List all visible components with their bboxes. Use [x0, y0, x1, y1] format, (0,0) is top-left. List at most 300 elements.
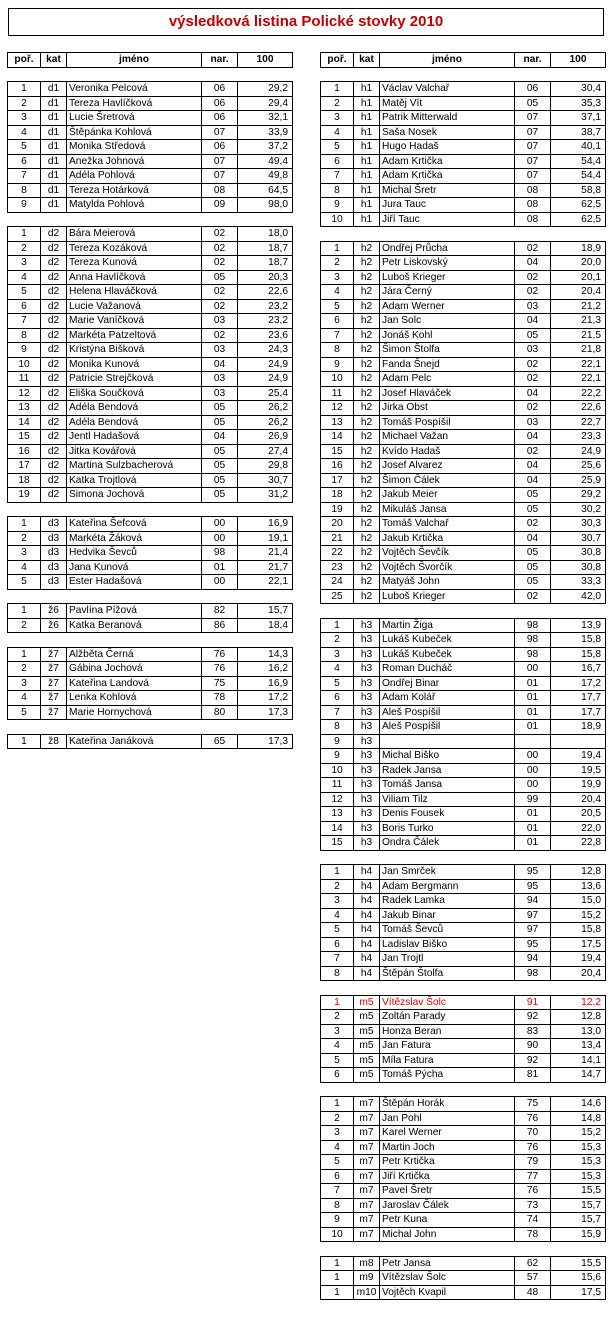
group-separator: [321, 227, 606, 242]
table-row: [321, 96, 606, 111]
cell-birth-year: 05: [515, 488, 551, 503]
table-row: [8, 618, 293, 633]
cell-birth-year: 00: [202, 531, 238, 546]
cell-birth-year: 75: [202, 676, 238, 691]
cell-category: h3: [354, 618, 380, 633]
table-row: [321, 140, 606, 155]
cell-category: m7: [354, 1155, 380, 1170]
cell-birth-year: 03: [202, 314, 238, 329]
cell-time: 15,2: [551, 908, 606, 923]
table-row: [321, 546, 606, 561]
cell-time: 22,1: [551, 372, 606, 387]
cell-rank: 5: [321, 299, 354, 314]
table-row: [8, 604, 293, 619]
cell-time: 17,5: [551, 1285, 606, 1300]
cell-rank: 4: [321, 125, 354, 140]
table-row: [321, 154, 606, 169]
table-row: [321, 1285, 606, 1300]
cell-category: h2: [354, 531, 380, 546]
table-row: [8, 560, 293, 575]
cell-rank: 3: [8, 546, 41, 561]
cell-name: Aleš Pospíšil: [380, 705, 515, 720]
cell-time: 31,2: [238, 488, 293, 503]
cell-rank: 1: [321, 1285, 354, 1300]
table-row: [8, 575, 293, 590]
cell-rank: 5: [8, 575, 41, 590]
cell-birth-year: 76: [515, 1111, 551, 1126]
cell-time: 17,7: [551, 691, 606, 706]
cell-birth-year: 79: [515, 1155, 551, 1170]
cell-category: d2: [41, 343, 67, 358]
cell-name: Fanda Šnejd: [380, 357, 515, 372]
cell-rank: 7: [8, 314, 41, 329]
cell-name: Václav Valchař: [380, 82, 515, 97]
cell-name: Jana Kunová: [67, 560, 202, 575]
cell-name: Jakub Meier: [380, 488, 515, 503]
table-row: [321, 705, 606, 720]
cell-rank: 8: [8, 328, 41, 343]
cell-time: 12,8: [551, 1010, 606, 1025]
table-row: [321, 183, 606, 198]
cell-category: d2: [41, 459, 67, 474]
cell-birth-year: 00: [515, 778, 551, 793]
cell-time: 17,2: [551, 676, 606, 691]
cell-category: m7: [354, 1126, 380, 1141]
cell-time: 15,7: [551, 1213, 606, 1228]
cell-time: 29,2: [238, 82, 293, 97]
cell-time: 30,8: [551, 560, 606, 575]
cell-name: Tereza Hotárková: [67, 183, 202, 198]
cell-category: d1: [41, 169, 67, 184]
table-row: [321, 198, 606, 213]
cell-birth-year: 75: [515, 1097, 551, 1112]
cell-birth-year: 04: [202, 430, 238, 445]
table-row: [321, 459, 606, 474]
cell-birth-year: 82: [202, 604, 238, 619]
cell-rank: 2: [321, 1010, 354, 1025]
cell-rank: 9: [321, 749, 354, 764]
cell-category: h2: [354, 270, 380, 285]
cell-name: Adam Pelc: [380, 372, 515, 387]
cell-rank: 3: [321, 1126, 354, 1141]
cell-name: Jan Fatura: [380, 1039, 515, 1054]
cell-rank: 10: [8, 357, 41, 372]
cell-time: 12,2: [551, 995, 606, 1010]
cell-category: h1: [354, 169, 380, 184]
group-separator: [321, 1082, 606, 1097]
table-row: [321, 952, 606, 967]
table-row: [321, 328, 606, 343]
cell-time: 23,2: [238, 299, 293, 314]
cell-rank: 8: [321, 1198, 354, 1213]
group-separator: [8, 212, 293, 227]
cell-rank: 7: [321, 705, 354, 720]
table-row: [321, 125, 606, 140]
table-row: [321, 894, 606, 909]
cell-birth-year: 02: [515, 285, 551, 300]
table-row: [8, 517, 293, 532]
cell-rank: 2: [8, 241, 41, 256]
cell-name: Tereza Havlíčková: [67, 96, 202, 111]
cell-category: h4: [354, 966, 380, 981]
table-row: [321, 618, 606, 633]
cell-rank: 7: [321, 1184, 354, 1199]
cell-name: Kateřina Janáková: [67, 734, 202, 749]
cell-birth-year: 73: [515, 1198, 551, 1213]
cell-name: Luboš Krieger: [380, 270, 515, 285]
table-row: [8, 459, 293, 474]
cell-rank: 15: [321, 444, 354, 459]
cell-name: Jan Trojtl: [380, 952, 515, 967]
table-row: [321, 1024, 606, 1039]
cell-name: Gábina Jochová: [67, 662, 202, 677]
cell-birth-year: 05: [515, 575, 551, 590]
cell-name: Jentl Hadašová: [67, 430, 202, 445]
cell-birth-year: 00: [515, 662, 551, 677]
cell-birth-year: 06: [202, 140, 238, 155]
cell-name: Tomáš Ševců: [380, 923, 515, 938]
table-row: [8, 314, 293, 329]
cell-time: 16,9: [238, 676, 293, 691]
cell-rank: 1: [321, 1097, 354, 1112]
cell-time: 16,9: [238, 517, 293, 532]
table-row: [8, 270, 293, 285]
cell-rank: 5: [8, 705, 41, 720]
cell-category: ž7: [41, 691, 67, 706]
cell-rank: 9: [321, 198, 354, 213]
cell-time: 22,6: [551, 401, 606, 416]
table-row: [8, 415, 293, 430]
table-row: [321, 415, 606, 430]
cell-name: Kateřina Landová: [67, 676, 202, 691]
cell-time: 98,0: [238, 198, 293, 213]
cell-rank: 21: [321, 531, 354, 546]
cell-name: Tomáš Pýcha: [380, 1068, 515, 1083]
cell-name: Pavlína Pížová: [67, 604, 202, 619]
cell-category: h2: [354, 459, 380, 474]
cell-time: 14,1: [551, 1053, 606, 1068]
table-row: [321, 633, 606, 648]
cell-rank: 4: [321, 285, 354, 300]
cell-rank: 2: [8, 531, 41, 546]
cell-time: 20,4: [551, 285, 606, 300]
cell-birth-year: 00: [515, 749, 551, 764]
cell-name: Radek Lamka: [380, 894, 515, 909]
table-row: [321, 647, 606, 662]
cell-category: h2: [354, 415, 380, 430]
cell-rank: 12: [8, 386, 41, 401]
cell-category: m7: [354, 1111, 380, 1126]
table-row: [321, 299, 606, 314]
cell-time: 22,1: [238, 575, 293, 590]
cell-time: 18,7: [238, 241, 293, 256]
cell-name: Markéta Patzeltová: [67, 328, 202, 343]
cell-rank: 8: [8, 183, 41, 198]
cell-birth-year: 02: [515, 589, 551, 604]
cell-category: h1: [354, 154, 380, 169]
cell-category: m10: [354, 1285, 380, 1300]
cell-time: 15,3: [551, 1155, 606, 1170]
cell-name: Michal Biško: [380, 749, 515, 764]
cell-rank: 1: [321, 241, 354, 256]
cell-rank: 12: [321, 401, 354, 416]
cell-birth-year: 01: [515, 821, 551, 836]
cell-rank: 5: [8, 140, 41, 155]
cell-birth-year: 76: [515, 1184, 551, 1199]
cell-time: 54,4: [551, 154, 606, 169]
cell-category: h2: [354, 256, 380, 271]
cell-time: 49,8: [238, 169, 293, 184]
cell-category: h3: [354, 691, 380, 706]
table-row: [321, 285, 606, 300]
header-row: [321, 53, 606, 68]
header-rank: poř.: [321, 53, 354, 68]
cell-category: ž7: [41, 705, 67, 720]
group-separator: [321, 981, 606, 996]
cell-name: Lukáš Kubeček: [380, 647, 515, 662]
cell-name: Štěpán Horák: [380, 1097, 515, 1112]
cell-time: 15,7: [551, 1198, 606, 1213]
cell-birth-year: 04: [515, 531, 551, 546]
table-row: [321, 488, 606, 503]
group-separator: [8, 502, 293, 517]
table-row: [8, 183, 293, 198]
cell-rank: 22: [321, 546, 354, 561]
cell-rank: 11: [8, 372, 41, 387]
cell-category: h2: [354, 343, 380, 358]
cell-time: 33,9: [238, 125, 293, 140]
table-row: [321, 937, 606, 952]
cell-rank: 6: [321, 1169, 354, 1184]
cell-time: 20,3: [238, 270, 293, 285]
cell-category: h4: [354, 879, 380, 894]
cell-name: Míla Fatura: [380, 1053, 515, 1068]
cell-time: 15,9: [551, 1227, 606, 1242]
cell-category: h4: [354, 894, 380, 909]
table-row: [321, 792, 606, 807]
table-row: [321, 1169, 606, 1184]
table-row: [8, 705, 293, 720]
cell-category: m9: [354, 1271, 380, 1286]
cell-birth-year: 06: [202, 111, 238, 126]
cell-rank: 2: [321, 879, 354, 894]
cell-time: 25,6: [551, 459, 606, 474]
cell-name: Adéla Bendová: [67, 415, 202, 430]
table-row: [8, 647, 293, 662]
cell-category: m8: [354, 1256, 380, 1271]
page-title: výsledková listina Polické stovky 2010: [8, 8, 604, 36]
table-row: [8, 343, 293, 358]
cell-name: Adam Bergmann: [380, 879, 515, 894]
cell-rank: 3: [8, 111, 41, 126]
cell-name: Vítězslav Šolc: [380, 995, 515, 1010]
cell-rank: 2: [321, 96, 354, 111]
cell-category: m5: [354, 1053, 380, 1068]
table-row: [8, 430, 293, 445]
cell-birth-year: 02: [515, 372, 551, 387]
cell-category: h2: [354, 575, 380, 590]
cell-name: Patricie Strejčková: [67, 372, 202, 387]
cell-time: 20,4: [551, 966, 606, 981]
cell-category: d3: [41, 531, 67, 546]
cell-rank: 3: [8, 256, 41, 271]
cell-birth-year: 08: [515, 212, 551, 227]
cell-time: 21,3: [551, 314, 606, 329]
cell-birth-year: 05: [202, 415, 238, 430]
cell-time: 54,4: [551, 169, 606, 184]
cell-category: d2: [41, 444, 67, 459]
group-separator: [321, 1242, 606, 1257]
cell-birth-year: 48: [515, 1285, 551, 1300]
cell-rank: 12: [321, 792, 354, 807]
table-row: [321, 343, 606, 358]
table-row: [321, 82, 606, 97]
cell-rank: 16: [321, 459, 354, 474]
cell-name: Petr Jansa: [380, 1256, 515, 1271]
table-row: [321, 821, 606, 836]
cell-birth-year: 03: [202, 386, 238, 401]
cell-name: Eliška Součková: [67, 386, 202, 401]
table-row: [8, 531, 293, 546]
cell-time: 23,6: [238, 328, 293, 343]
cell-category: h2: [354, 386, 380, 401]
cell-name: Michal John: [380, 1227, 515, 1242]
cell-birth-year: 04: [515, 314, 551, 329]
cell-name: Jaroslav Čálek: [380, 1198, 515, 1213]
cell-category: m7: [354, 1184, 380, 1199]
cell-time: 24,9: [238, 357, 293, 372]
cell-rank: 6: [8, 299, 41, 314]
table-row: [321, 1155, 606, 1170]
cell-name: Honza Beran: [380, 1024, 515, 1039]
cell-name: Monika Středová: [67, 140, 202, 155]
cell-category: d1: [41, 140, 67, 155]
cell-time: 24,3: [238, 343, 293, 358]
table-row: [321, 807, 606, 822]
cell-birth-year: 07: [202, 154, 238, 169]
header-birth-year: nar.: [515, 53, 551, 68]
cell-name: Luboš Krieger: [380, 589, 515, 604]
cell-name: Pavel Šretr: [380, 1184, 515, 1199]
table-row: [8, 241, 293, 256]
cell-category: d2: [41, 328, 67, 343]
table-row: [321, 169, 606, 184]
cell-category: m5: [354, 1024, 380, 1039]
table-row: [321, 1111, 606, 1126]
cell-name: Petr Kuna: [380, 1213, 515, 1228]
cell-time: 42,0: [551, 589, 606, 604]
cell-rank: 1: [321, 865, 354, 880]
cell-rank: 7: [321, 328, 354, 343]
table-row: [321, 560, 606, 575]
cell-rank: 2: [321, 633, 354, 648]
results-column-right: [320, 52, 605, 1300]
cell-birth-year: 95: [515, 865, 551, 880]
cell-rank: 5: [321, 923, 354, 938]
cell-category: d2: [41, 488, 67, 503]
cell-name: Štěpán Štolfa: [380, 966, 515, 981]
cell-name: Šimon Štolfa: [380, 343, 515, 358]
cell-birth-year: 02: [202, 241, 238, 256]
cell-category: d2: [41, 415, 67, 430]
cell-name: Tomáš Valchař: [380, 517, 515, 532]
cell-time: 21,7: [238, 560, 293, 575]
cell-name: Katka Beranová: [67, 618, 202, 633]
table-row: [321, 1271, 606, 1286]
cell-name: Bára Meierová: [67, 227, 202, 242]
cell-category: h2: [354, 372, 380, 387]
cell-birth-year: 95: [515, 937, 551, 952]
cell-category: h2: [354, 473, 380, 488]
table-row: [8, 734, 293, 749]
cell-birth-year: 02: [515, 270, 551, 285]
cell-birth-year: 05: [202, 473, 238, 488]
cell-birth-year: 05: [202, 488, 238, 503]
cell-rank: 14: [8, 415, 41, 430]
cell-rank: 7: [8, 169, 41, 184]
cell-category: h4: [354, 952, 380, 967]
cell-time: 62,5: [551, 212, 606, 227]
table-row: [8, 473, 293, 488]
cell-time: 30,7: [551, 531, 606, 546]
cell-name: Adéla Pohlová: [67, 169, 202, 184]
table-row: [321, 241, 606, 256]
cell-category: h1: [354, 82, 380, 97]
group-separator: [8, 589, 293, 604]
cell-birth-year: 05: [202, 459, 238, 474]
cell-rank: 16: [8, 444, 41, 459]
group-separator: [321, 850, 606, 865]
cell-category: d2: [41, 357, 67, 372]
cell-name: Josef Hlaváček: [380, 386, 515, 401]
cell-rank: 6: [321, 154, 354, 169]
table-row: [321, 1198, 606, 1213]
cell-category: m7: [354, 1213, 380, 1228]
table-row: [321, 908, 606, 923]
cell-name: Ondřej Binar: [380, 676, 515, 691]
table-row: [8, 386, 293, 401]
cell-birth-year: 65: [202, 734, 238, 749]
cell-name: Adam Kolář: [380, 691, 515, 706]
table-row: [321, 836, 606, 851]
cell-time: 19,4: [551, 749, 606, 764]
cell-birth-year: 05: [515, 546, 551, 561]
cell-time: 18,9: [551, 241, 606, 256]
cell-time: 22,2: [551, 386, 606, 401]
cell-time: 23,3: [551, 430, 606, 445]
cell-birth-year: 07: [515, 140, 551, 155]
cell-category: d2: [41, 372, 67, 387]
cell-category: d1: [41, 125, 67, 140]
cell-category: h3: [354, 792, 380, 807]
cell-birth-year: 98: [515, 633, 551, 648]
cell-rank: 5: [321, 1053, 354, 1068]
cell-category: h1: [354, 212, 380, 227]
table-row: [321, 1256, 606, 1271]
cell-category: d1: [41, 82, 67, 97]
cell-rank: 18: [321, 488, 354, 503]
cell-birth-year: 57: [515, 1271, 551, 1286]
cell-category: m7: [354, 1140, 380, 1155]
cell-birth-year: 04: [515, 256, 551, 271]
cell-rank: 23: [321, 560, 354, 575]
cell-rank: 3: [8, 676, 41, 691]
cell-birth-year: 02: [515, 401, 551, 416]
cell-rank: 4: [8, 691, 41, 706]
cell-time: 15,3: [551, 1140, 606, 1155]
cell-time: 22,7: [551, 415, 606, 430]
cell-category: ž6: [41, 604, 67, 619]
